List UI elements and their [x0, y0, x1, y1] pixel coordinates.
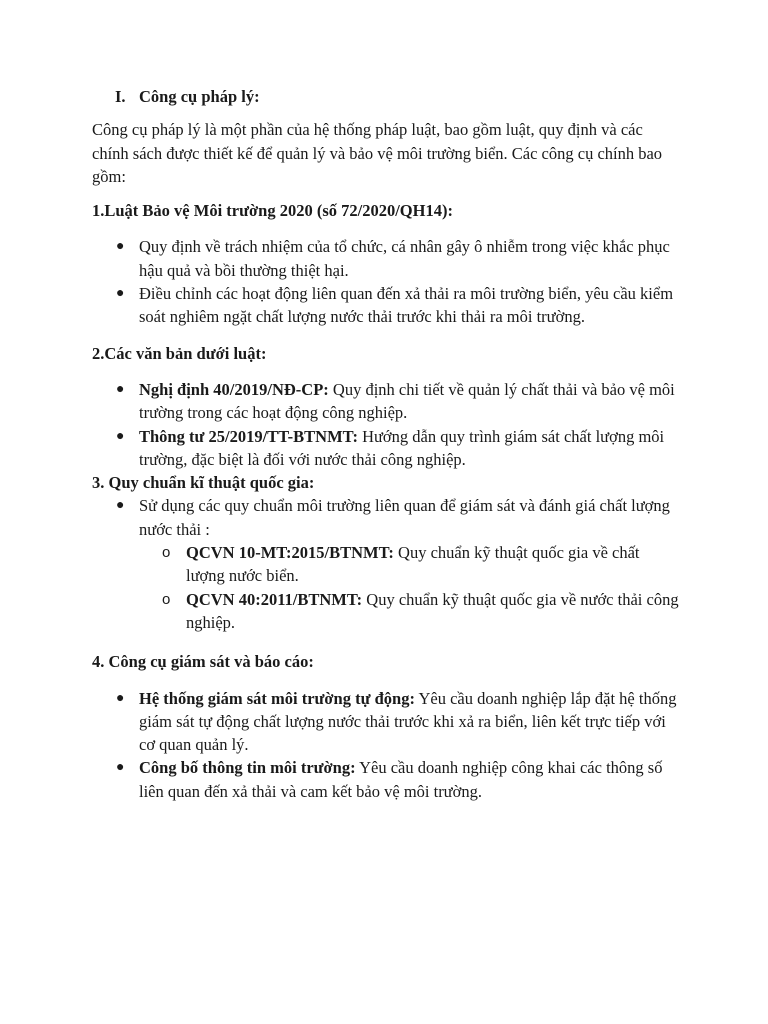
- bullet-icon: ●: [116, 498, 125, 514]
- standards-sublist: [92, 541, 682, 634]
- document-page: [92, 85, 682, 816]
- monitoring-heading: 4. Công cụ giám sát và báo cáo:: [92, 652, 314, 672]
- list-item-bold: Nghị định 40/2019/NĐ-CP:: [139, 379, 329, 399]
- standards-list: [92, 494, 682, 541]
- sub-list-item: [92, 541, 682, 588]
- list-item-text: Yêu cầu doanh nghiệp công khai các thông số liên quan đến xả thải và cam kết bảo vệ môi trường.: [139, 758, 663, 801]
- list-item-bold: Công bố thông tin môi trường:: [139, 758, 356, 778]
- bullet-icon: ●: [116, 239, 125, 255]
- bullet-icon: ●: [116, 690, 125, 706]
- list-item-text: Yêu cầu doanh nghiệp lắp đặt hệ thống giám sát tự động chất lượng nước thải trước khi xả ra biển, liên kết trực tiếp với cơ quan quản lý.: [139, 688, 677, 755]
- section-heading-legal-tools: [92, 85, 682, 108]
- list-item-bold: Hệ thống giám sát môi trường tự động:: [139, 688, 415, 708]
- monitoring-list: [92, 687, 682, 803]
- list-item: [92, 425, 682, 472]
- bullet-icon: ●: [116, 428, 125, 444]
- circle-bullet-icon: o: [162, 544, 171, 562]
- sublaw-list: [92, 378, 682, 471]
- list-item: [92, 282, 682, 329]
- roman-numeral: I.: [115, 87, 126, 106]
- bullet-icon: ●: [116, 760, 125, 776]
- list-item-text: Quy định về trách nhiệm của tổ chức, cá nhân gây ô nhiễm trong việc khắc phục hậu quả và bồi thường thiệt hại.: [139, 237, 670, 280]
- list-item-text: Quy định chi tiết về quản lý chất thải và bảo vệ môi trường trong các hoạt động công nghiệp.: [139, 379, 675, 423]
- list-item: [92, 235, 682, 282]
- law-heading: 1.Luật Bảo vệ Môi trường 2020 (số 72/2020/QH14):: [92, 201, 453, 221]
- sub-item-text: Quy chuẩn kỹ thuật quốc gia về nước thải công nghiệp.: [186, 589, 679, 632]
- standards-heading: 3. Quy chuẩn kĩ thuật quốc gia:: [92, 473, 315, 493]
- sub-item-bold: QCVN 10-MT:2015/BTNMT:: [186, 543, 394, 563]
- list-item-bold: Thông tư 25/2019/TT-BTNMT:: [139, 426, 358, 446]
- sub-item-bold: QCVN 40:2011/BTNMT:: [186, 589, 363, 609]
- circle-bullet-icon: o: [162, 590, 171, 608]
- list-item-text: Hướng dẫn quy trình giám sát chất lượng môi trường, đặc biệt là đối với nước thải công nghiệp.: [139, 426, 665, 469]
- intro-paragraph: Công cụ pháp lý là một phần của hệ thống pháp luật, bao gồm luật, quy định và các chính sách được thiết kế để quản lý và bảo vệ môi trường biển. Các công cụ chính bao gồm:: [92, 120, 663, 186]
- sublaw-heading: 2.Các văn bản dưới luật:: [92, 343, 267, 363]
- list-item: [92, 756, 682, 803]
- list-item-text: Điều chỉnh các hoạt động liên quan đến xả thải ra môi trường biển, yêu cầu kiểm soát nghiêm ngặt chất lượng nước thải trước khi thải ra môi trường.: [139, 284, 674, 327]
- bullet-icon: ●: [116, 286, 125, 302]
- list-item: [92, 378, 682, 425]
- law-list: [92, 235, 682, 328]
- list-item: [92, 494, 682, 541]
- sub-item-text: Quy chuẩn kỹ thuật quốc gia về chất lượng nước biển.: [186, 543, 640, 586]
- section-title: Công cụ pháp lý:: [139, 87, 260, 106]
- list-item: [92, 687, 682, 757]
- list-item-text: Sử dụng các quy chuẩn môi trường liên quan để giám sát và đánh giá chất lượng nước thải :: [139, 496, 670, 539]
- bullet-icon: ●: [116, 381, 125, 397]
- sub-list-item: [92, 588, 682, 635]
